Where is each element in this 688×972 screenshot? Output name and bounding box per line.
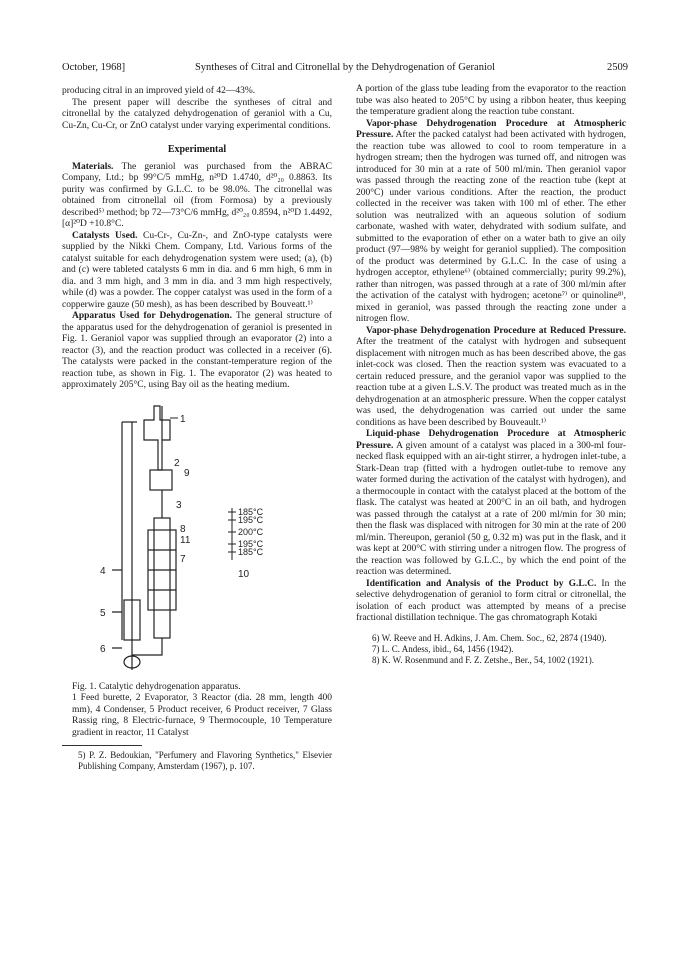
apparatus-paragraph	[62, 311, 332, 392]
temp-4: 195°C	[238, 538, 264, 549]
intro-continuation: producing citral in an improved yield of 42—43%.	[62, 86, 256, 96]
materials-text: The geraniol was purchased from the ABRAC Company, Ltd.; bp 99°C/5 mmHg, n²⁰D 1.4740, d²⁰₂₀ 0.8863. Its purity was confirmed by G.L.C. to be 98.0%. The citronellal was obtained from citronellal oil (from Formosa) by a previously described⁵⁾ method; bp 72—73°C/6 mmHg, d²⁰₂₀ 0.8594, n²⁰D 1.4492, [α]²⁰D +10.8°C.	[62, 161, 332, 229]
page-number: 2509	[607, 62, 628, 73]
liquid-phase-paragraph	[356, 429, 626, 579]
apparatus-diagram	[62, 400, 332, 680]
liquid-phase-text: A given amount of a catalyst was placed in a 300-ml four-necked flask equipped with an air-tight stirrer, a hydrogen inlet-tube, a Stark-Dean trap (fitted with a hydrogen outlet-tube to remove any water formed during the activation of the catalyst with hydrogen), and a thermocouple in contact with the catalyst placed at the bottom of the flask. The catalyst was heated at 200°C in an oil bath, and hydrogen was passed through the catalyst at a rate of 200 ml/min for 30 min; then the flask was displaced with nitrogen for 30 min at the rate of 200 ml/min. Thereupon, geraniol (50 g, 0.32 m) was put in the flask, and it was kept at 200°C with stirring under a nitrogen flow. The progress of the reaction was followed by G.L.C., by which the end point of the reaction was determined.	[356, 440, 626, 577]
continuation-paragraph: A portion of the glass tube leading from the evaporator to the reaction tube was also heated to 205°C by using a ribbon heater, thus keeping the temperature gradient along the reaction tube constant.	[356, 84, 626, 117]
header-title: Syntheses of Citral and Citronellal by the Dehydrogenation of Geraniol	[194, 62, 496, 73]
caption-body: 1 Feed burette, 2 Evaporator, 3 Reactor (dia. 28 mm, length 400 mm), 4 Condenser, 5 Product receiver, 6 Product receiver, 7 Glass Rassig ring, 8 Electric-furnace, 9 Thermocouple, 10 Temperature gradient in reactor, 11 Catalyst	[72, 693, 332, 738]
footnote-5	[62, 750, 332, 772]
materials-heading: Materials.	[72, 161, 114, 172]
temp-5: 185°C	[238, 546, 264, 557]
temp-1: 185°C	[238, 506, 264, 517]
temp-2: 195°C	[238, 514, 264, 525]
label-6: 6	[100, 643, 106, 655]
label-8: 8	[180, 523, 186, 535]
label-7: 7	[180, 553, 186, 565]
catalysts-heading: Catalysts Used.	[72, 230, 138, 241]
header-date: October, 1968]	[62, 62, 126, 73]
apparatus-text: The general structure of the apparatus used for the dehydrogenation of geraniol is presented in Fig. 1. Geraniol vapor was supplied through an evaporator (2) into a reactor (3), and the reaction product was collected in a receiver (6). The catalysts were packed in the constant-temperature region of the reaction tube, as shown in Fig. 1. The evaporator (2) was heated to approximately 205°C, using Bay oil as the heating medium.	[62, 311, 332, 390]
catalysts-text: Cu-Cr-, Cu-Zn-, and ZnO-type catalysts were supplied by the Nikki Chem. Company, Ltd. Various forms of the catalyst suitable for each dehydrogenation system were used; (a), (b) and (c) were tableted catalysts 6 mm in dia. and 6 mm high, 6 mm in dia. and 3 mm high, and 3 mm in dia. and 3 mm high respectively, while (d) was a powder. The copper catalyst was used in the form of a copperwire gauze (50 mesh), as has been described by Bouveatt.¹⁾	[62, 230, 332, 310]
materials-paragraph	[62, 162, 332, 231]
intro-paragraph: The present paper will describe the syntheses of citral and citronellal by the catalyzed dehydrogenation of geraniol with a Cu, Cu-Zn, Cu-Cr, or ZnO catalyst under varying experimental conditions.	[62, 97, 332, 131]
label-1: 1	[180, 413, 186, 425]
label-10: 10	[238, 568, 250, 580]
footnote-5-text: 5) P. Z. Bedoukian, "Perfumery and Flavoring Synthetics," Elsevier Publishing Company, Amsterdam (1967), p. 107.	[78, 750, 332, 771]
label-3: 3	[176, 499, 182, 511]
reference-8: 8) K. W. Rosenmund and F. Z. Zetshe., Ber., 54, 1002 (1921).	[372, 654, 595, 665]
footnote-rule	[62, 745, 142, 746]
identification-paragraph	[356, 579, 626, 625]
label-4: 4	[100, 565, 106, 577]
section-heading-experimental: Experimental	[167, 144, 227, 155]
identification-text: In the selective dehydrogenation of geraniol to form citral or citronellal, the isolation of each product was attempted by means of a precise fractional distillation technique. The gas chromatograph Kotaki	[356, 578, 626, 623]
running-header	[62, 62, 628, 76]
vapor-atm-heading: Vapor-phase Dehydrogenation Procedure at Atmospheric Pressure.	[356, 118, 626, 140]
vapor-reduced-paragraph	[356, 326, 626, 430]
label-2: 2	[174, 457, 180, 469]
references	[356, 633, 626, 666]
caption-title: Fig. 1. Catalytic dehydrogenation apparatus.	[72, 681, 241, 692]
liquid-phase-heading: Liquid-phase Dehydrogenation Procedure at Atmospheric Pressure.	[356, 429, 626, 451]
label-5: 5	[100, 607, 106, 619]
reference-6: 6) W. Reeve and H. Adkins, J. Am. Chem. Soc., 62, 2874 (1940).	[372, 632, 607, 643]
label-11: 11	[180, 534, 191, 546]
vapor-atm-text: After the packed catalyst had been activated with hydrogen, the reaction tube was allowed to cool to room temperature in a hydrogen stream; then the hydrogen was turned off, and nitrogen was introduced for 30 min at a rate of 500 ml/min. Then geraniol vapor was passed through the reacting zone of the reaction tube (kept at 200°C) under various conditions. After the reaction, the product collected in the receiver was taken with 100 ml of ether. The ether solution was neutralized with an aqueous solution of sodium carbonate, washed with water, dehydrated with sodium sulfate, and submitted to the evaporation of ether on a water bath to give an oily product (97—98% by weight for geraniol supplied). The composition of the product was determined by G.L.C. In the case of using a hydrogen acceptor, ethylene⁶⁾ (obtained commercially; purity 99.2%), rather than nitrogen, was passed through at a rate of 300 ml/min after the activation of the catalyst with hydrogen; acetone⁷⁾ or quinoline⁸⁾, mixed in geraniol, was passed through the reacting zone under a nitrogen flow.	[356, 130, 626, 324]
figure-caption	[62, 682, 332, 740]
figure-1-apparatus	[62, 400, 332, 680]
reference-7: 7) L. C. Andess, ibid., 64, 1456 (1942).	[372, 643, 514, 654]
vapor-reduced-heading: Vapor-phase Dehydrogenation Procedure at Reduced Pressure.	[366, 325, 626, 336]
identification-heading: Identification and Analysis of the Product by G.L.C.	[366, 578, 597, 589]
apparatus-heading: Apparatus Used for Dehydrogenation.	[72, 311, 232, 321]
vapor-reduced-text: After the treatment of the catalyst with hydrogen and subsequent displacement with nitrogen much as has been described above, the gas inlet-cock was closed. Then the reaction system was evacuated to a certain reduced pressure, and the geraniol vapor was supplied to the reaction tube at a given L.S.V. The product was treated much as in the dehydrogenation at an atmospheric pressure. When the copper catalyst was used, the dehydrogenation was carried out under the same conditions as have been described by Bouveault.¹⁾	[356, 337, 626, 428]
label-9: 9	[184, 467, 190, 479]
vapor-atm-paragraph	[356, 119, 626, 326]
right-column	[356, 84, 626, 666]
temp-3: 200°C	[238, 526, 264, 537]
catalysts-paragraph	[62, 231, 332, 312]
left-column	[62, 86, 332, 772]
